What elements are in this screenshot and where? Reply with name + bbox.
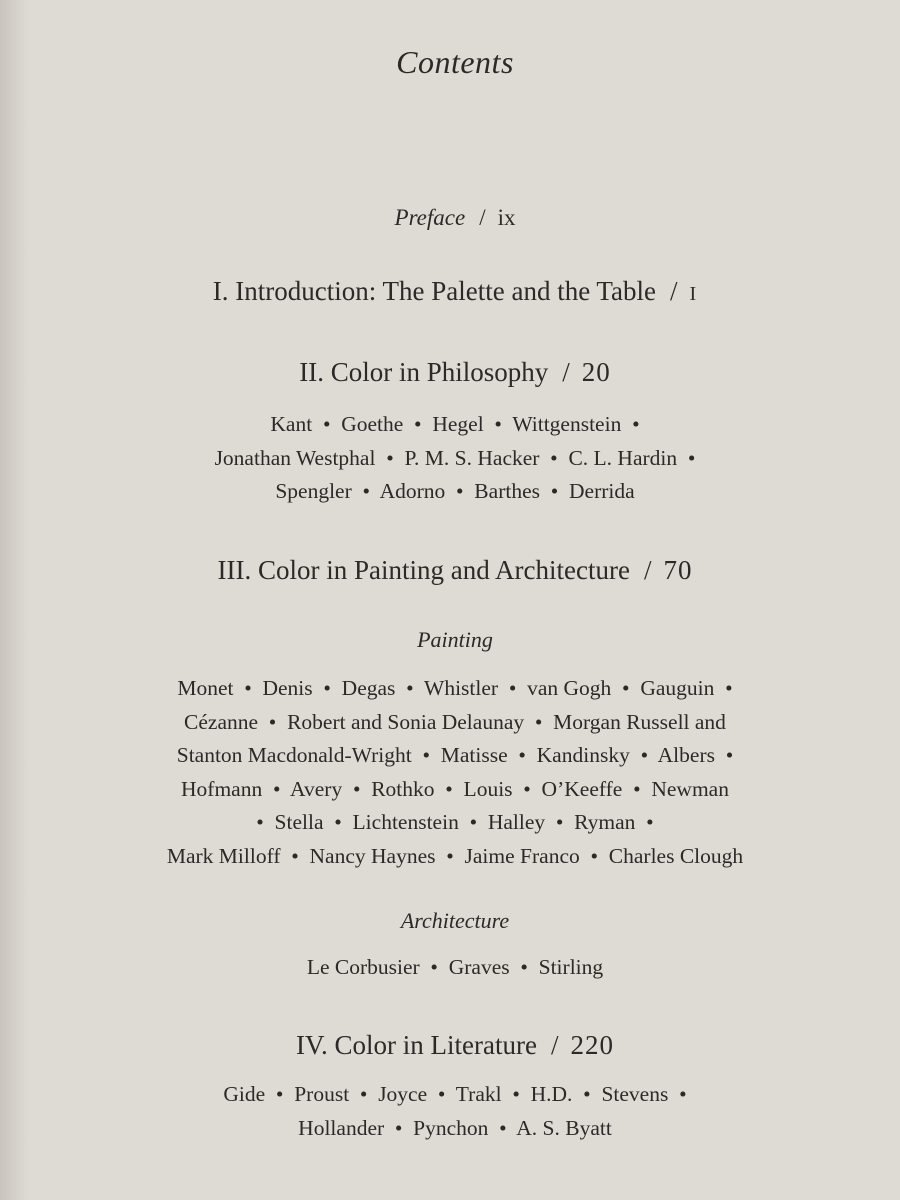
page-number: 70 [663, 555, 693, 585]
contents-page [40, 0, 870, 1200]
chapter-title: III. Color in Painting and Architecture [217, 555, 630, 585]
subject-line: Jonathan Westphal • P. M. S. Hacker • C. L. Hardin • [214, 445, 696, 470]
toc-entry-preface [40, 205, 870, 231]
separator: / [550, 1030, 559, 1060]
toc-entry-chapter-2 [40, 357, 870, 388]
separator: / [670, 276, 678, 306]
page-number: I [689, 283, 698, 305]
painting-subjects [40, 672, 870, 873]
subject-line: Stanton Macdonald-Wright • Matisse • Kandinsky • Albers • [176, 743, 734, 767]
subject-line: Spengler • Adorno • Barthes • Derrida [275, 479, 635, 503]
chapter-title: IV. Color in Literature [296, 1030, 537, 1060]
page-title: Contents [396, 44, 514, 80]
subject-line: Hollander • Pynchon • A. S. Byatt [298, 1115, 612, 1140]
page-number: 220 [570, 1030, 614, 1060]
subject-line: Le Corbusier • Graves • Stirling [306, 955, 604, 979]
toc-entry-chapter-4 [40, 1030, 870, 1061]
subject-line: Monet • Denis • Degas • Whistler • van Gogh • Gauguin • [177, 676, 733, 700]
separator: / [479, 205, 486, 230]
page-number: 20 [581, 357, 611, 387]
separator: / [643, 555, 652, 585]
chapter-title: II. Color in Philosophy [299, 357, 549, 387]
subject-line: Hofmann • Avery • Rothko • Louis • O’Keeffe • Newman [181, 776, 729, 801]
subject-line: Mark Milloff • Nancy Haynes • Jaime Franco • Charles Clough [166, 843, 744, 868]
section-heading-painting: Painting [417, 627, 493, 652]
toc-entry-chapter-3 [40, 555, 870, 586]
subject-line: Cézanne • Robert and Sonia Delaunay • Morgan Russell and [184, 709, 726, 734]
chapter-4-subjects [40, 1078, 870, 1145]
preface-label: Preface [394, 205, 466, 230]
toc-entry-chapter-1 [40, 276, 870, 307]
architecture-subjects [40, 951, 870, 985]
subject-line: Kant • Goethe • Hegel • Wittgenstein • [270, 412, 640, 436]
subject-line: • Stella • Lichtenstein • Halley • Ryman • [256, 810, 654, 834]
section-heading-architecture: Architecture [400, 908, 510, 933]
page-number: ix [497, 205, 516, 230]
chapter-title: I. Introduction: The Palette and the Table [212, 276, 657, 306]
page-gutter-shadow [0, 0, 30, 1200]
chapter-2-subjects [40, 408, 870, 509]
separator: / [562, 357, 570, 387]
subject-line: Gide • Proust • Joyce • Trakl • H.D. • Stevens • [223, 1082, 687, 1106]
